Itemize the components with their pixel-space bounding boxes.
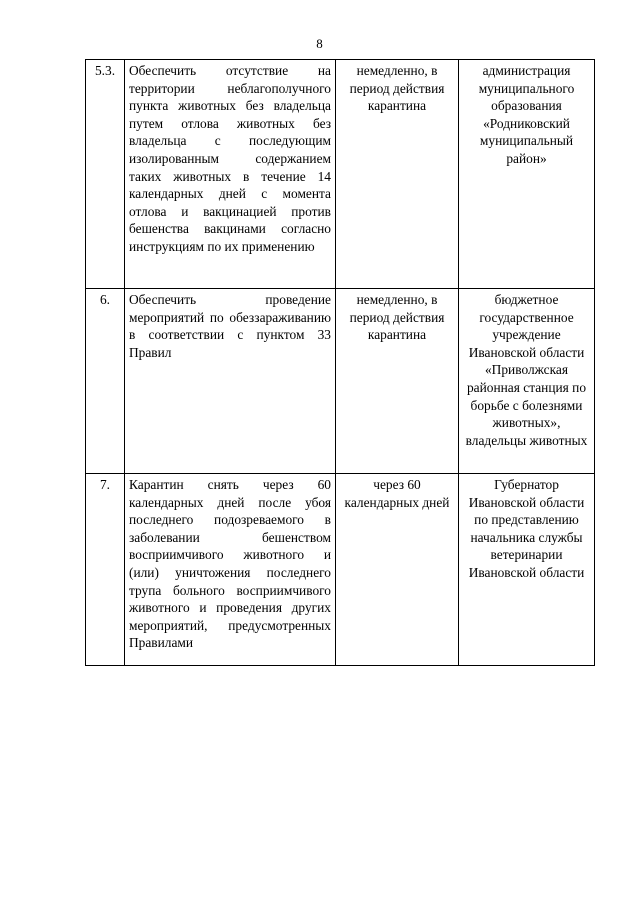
term-text: через 60 календарных дней (336, 474, 459, 666)
responsible-text: бюджетное государственное учреждение Ивановской области «Приволжская районная станция по борьбе с болезнями животных», владельцы животных (459, 289, 595, 474)
measures-table (85, 59, 595, 666)
responsible-text: администрация муниципального образования «Родниковский муниципальный район» (459, 60, 595, 289)
table-row (86, 289, 595, 474)
responsible-text: Губернатор Ивановской области по представлению начальника службы ветеринарии Ивановской области (459, 474, 595, 666)
row-number: 6. (86, 289, 125, 474)
table-row (86, 474, 595, 666)
term-text: немедленно, в период действия карантина (336, 289, 459, 474)
measure-text: Обеспечить проведение мероприятий по обеззараживанию в соответствии с пунктом 33 Правил (125, 289, 336, 474)
row-number: 5.3. (86, 60, 125, 289)
table-row (86, 60, 595, 289)
term-text: немедленно, в период действия карантина (336, 60, 459, 289)
page-number: 8 (316, 36, 323, 51)
measure-text: Обеспечить отсутствие на территории неблагополучного пункта животных без владельца путем отлова животных без владельца с последующим изолированным содержанием таких животных в течение 14 календарных дней с момента отлова и вакцинацией против бешенства вакцинами согласно инструкциям по их применению (125, 60, 336, 289)
row-number: 7. (86, 474, 125, 666)
measure-text: Карантин снять через 60 календарных дней после убоя последнего подозреваемого в заболевании бешенством восприимчивого животного и (или) уничтожения последнего трупа больного восприимчивого животного и проведения других мероприятий, предусмотренных Правилами (125, 474, 336, 666)
